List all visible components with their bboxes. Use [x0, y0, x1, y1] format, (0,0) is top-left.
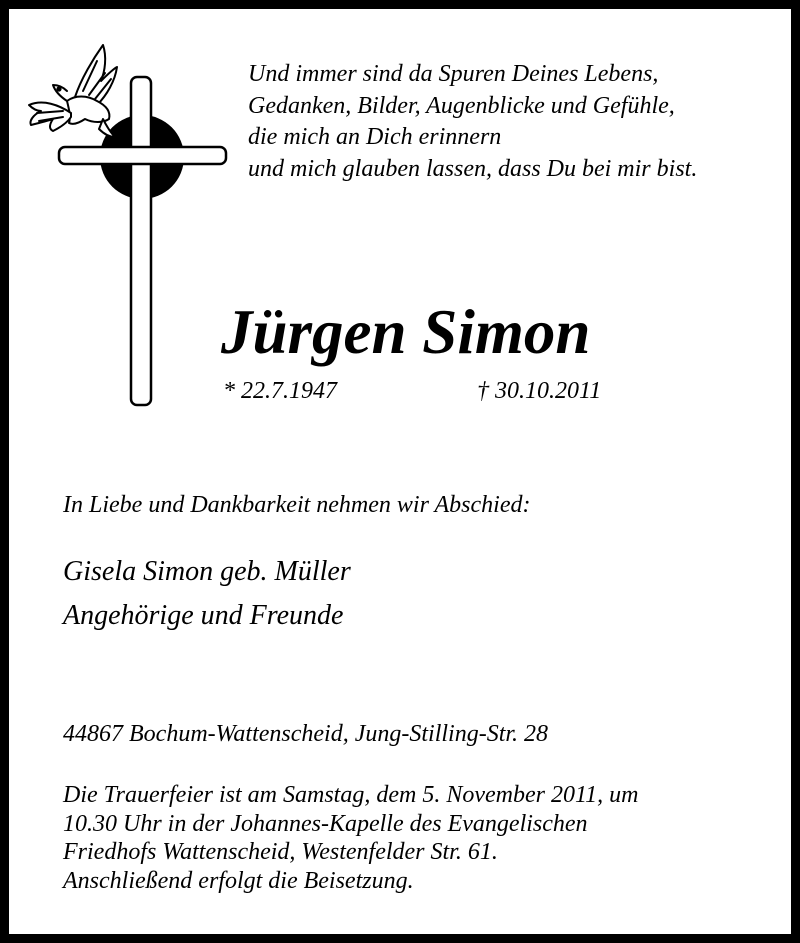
funeral-service-info — [63, 781, 639, 895]
service-line: Die Trauerfeier ist am Samstag, dem 5. November 2011, um — [63, 782, 639, 808]
birth-date: * 22.7.1947 — [223, 378, 337, 404]
mourner-name: Gisela Simon geb. Müller — [63, 556, 351, 587]
mourner-name: Angehörige und Freunde — [63, 600, 344, 631]
death-date: † 30.10.2011 — [477, 378, 602, 404]
deceased-name: Jürgen Simon — [221, 297, 591, 367]
quote-line: Gedanken, Bilder, Augenblicke und Gefühle, — [248, 92, 675, 119]
family-address: 44867 Bochum-Wattenscheid, Jung-Stilling-Str. 28 — [63, 721, 549, 747]
quote-line: und mich glauben lassen, dass Du bei mir bist. — [248, 155, 698, 182]
cross-emblem — [23, 39, 233, 409]
service-line: Friedhofs Wattenscheid, Westenfelder Str. 61. — [63, 839, 498, 865]
service-line: Anschließend erfolgt die Beisetzung. — [63, 867, 414, 894]
quote-line: Und immer sind da Spuren Deines Lebens, — [248, 61, 659, 87]
memorial-quote — [248, 59, 697, 185]
service-line: 10.30 Uhr in der Johannes-Kapelle des Evangelischen — [63, 810, 588, 837]
mourners-list — [63, 550, 351, 638]
farewell-intro: In Liebe und Dankbarkeit nehmen wir Abschied: — [63, 492, 531, 518]
cross-icon — [59, 77, 226, 405]
dove-icon — [29, 45, 117, 137]
quote-line: die mich an Dich erinnern — [248, 124, 502, 150]
